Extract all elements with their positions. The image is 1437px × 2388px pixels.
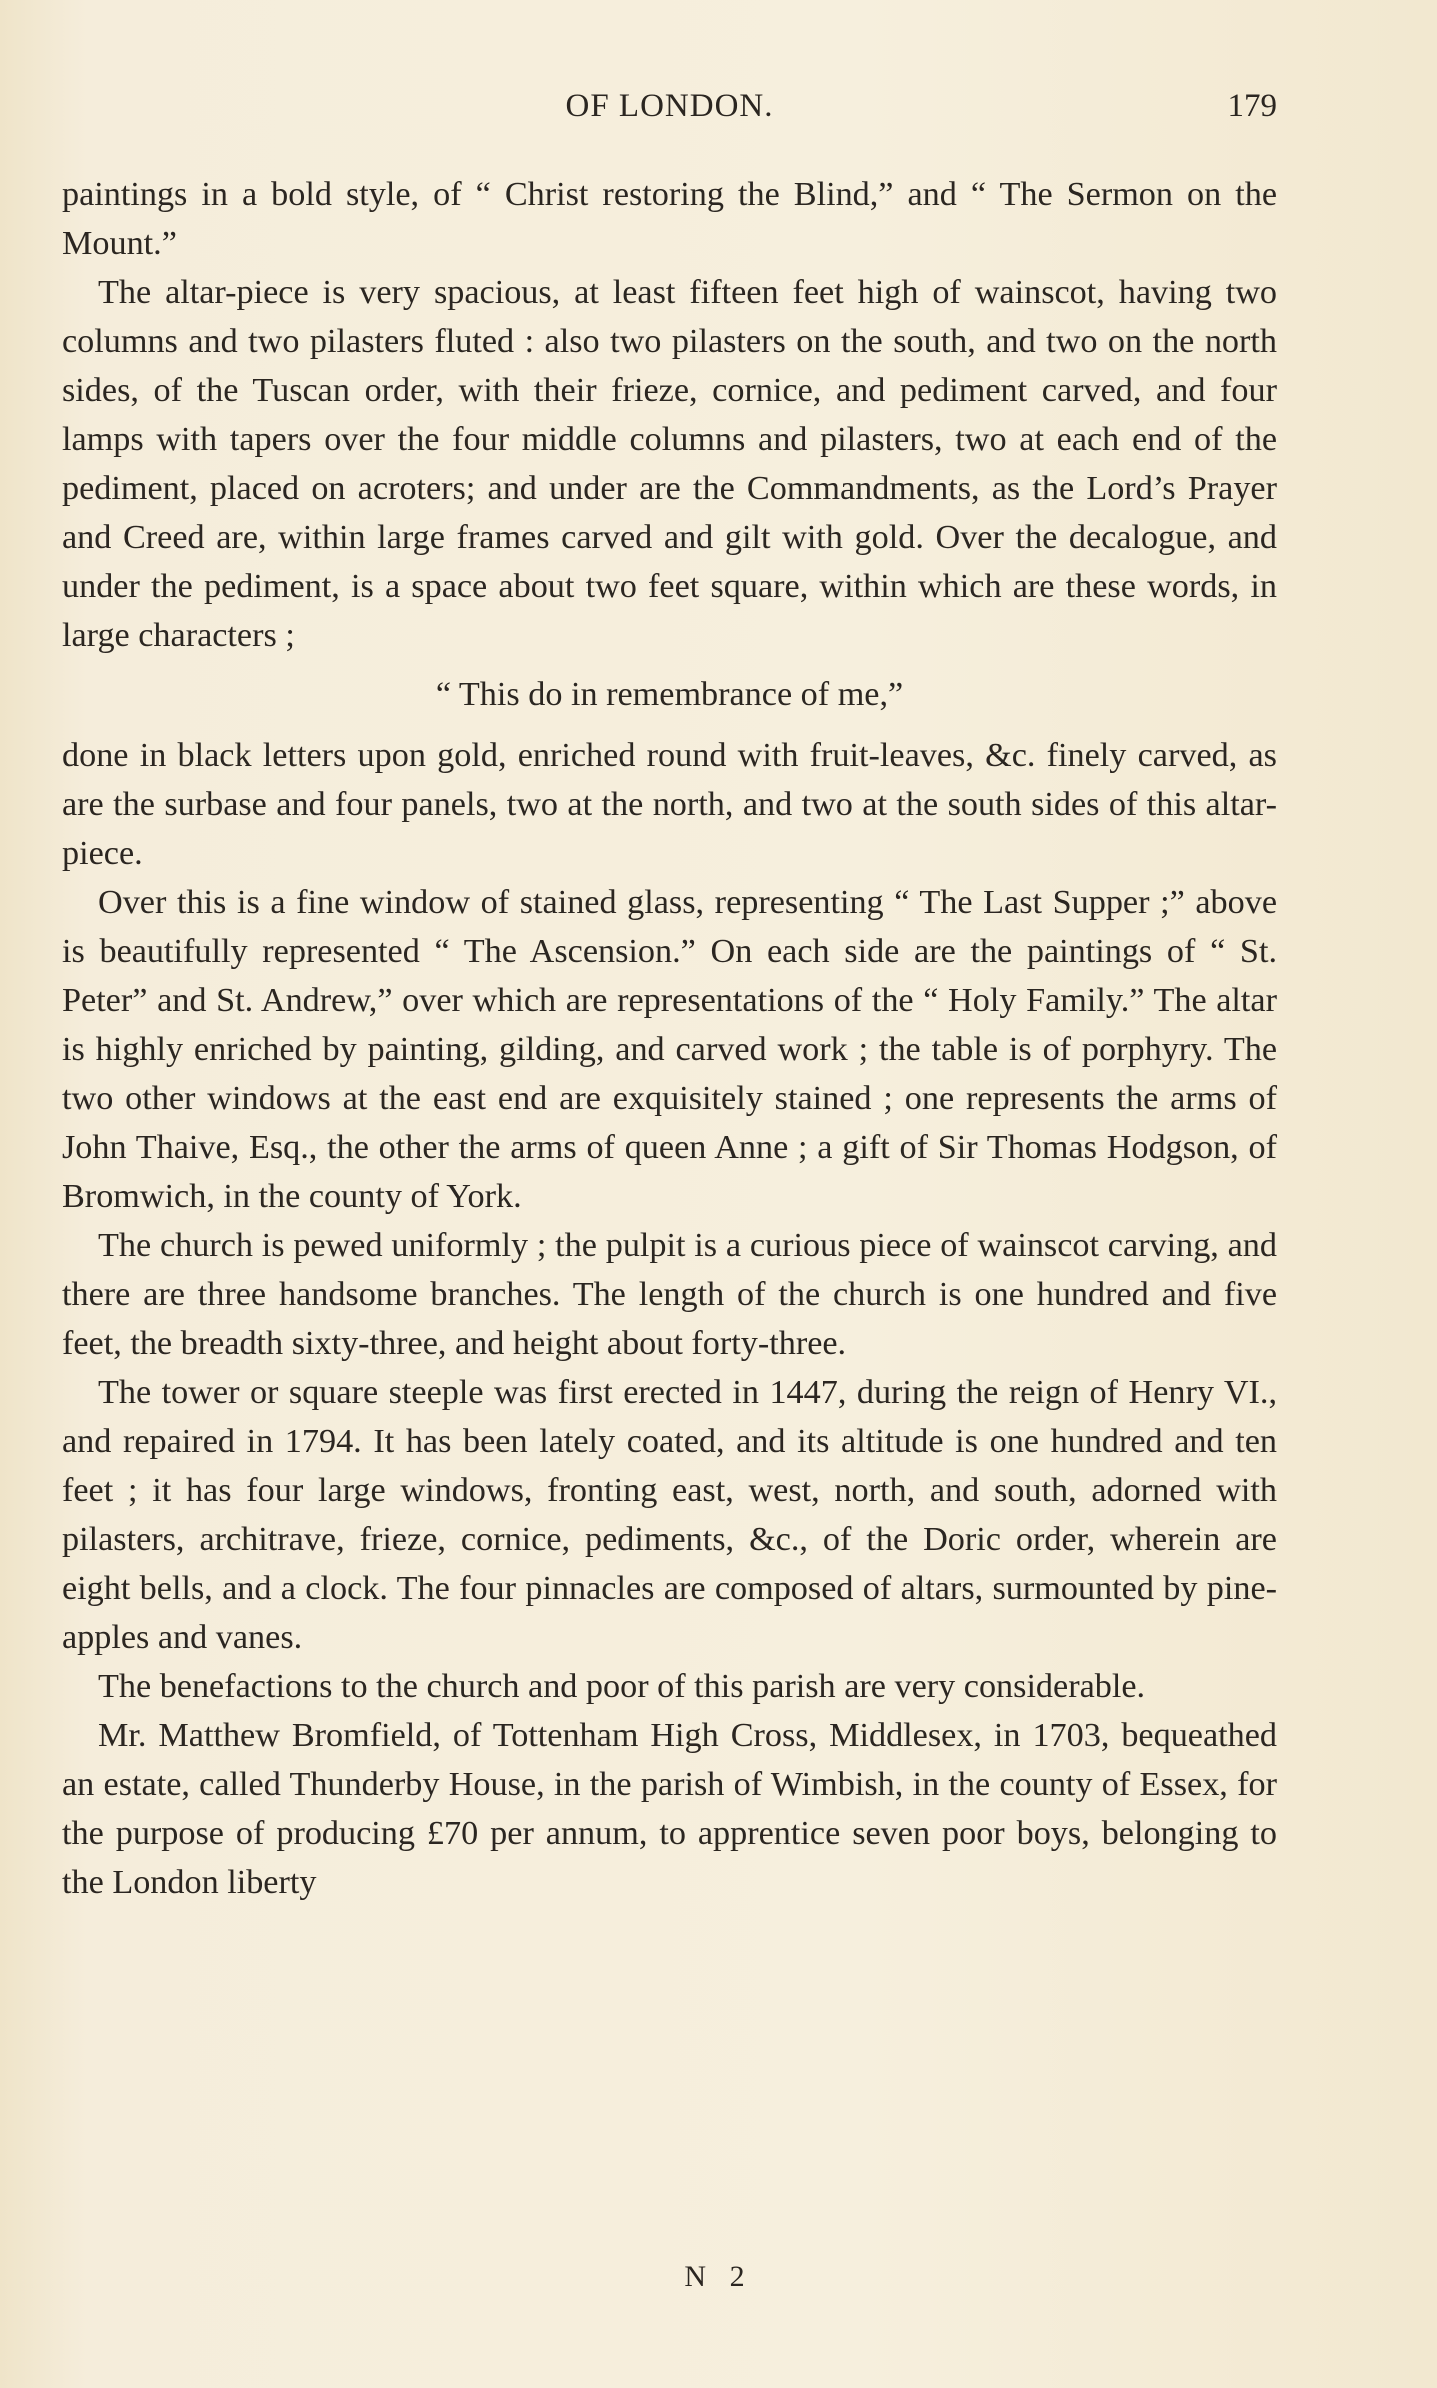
body-text bbox=[62, 170, 1277, 1907]
paragraph-altar-piece: The altar-piece is very spacious, at least fifteen feet high of wainscot, having two columns and two pilasters fluted : also two pilasters on the south, and two on the north sides, of the Tuscan order, with their frieze, cornice, and pediment carved, and four lamps with tapers over the four middle columns and pilasters, two at each end of the pediment, placed on acroters; and under are the Commandments, as the Lord’s Prayer and Creed are, within large frames carved and gilt with gold. Over the decalogue, and under the pediment, is a space about two feet square, within which are these words, in large characters ; bbox=[62, 274, 1277, 654]
paragraph-inscription-description: done in black letters upon gold, enriched round with fruit-leaves, &c. finely carved, as are the surbase and four panels, two at the north, and two at the south sides of this altar-piece. bbox=[62, 737, 1277, 872]
running-head: OF LONDON. bbox=[565, 88, 774, 124]
inscription-quote: “ This do in remembrance of me,” bbox=[435, 676, 904, 713]
paragraph-benefactions: The benefactions to the church and poor of this parish are very considerable. bbox=[98, 1668, 1146, 1705]
page-number: 179 bbox=[1227, 88, 1277, 124]
signature-mark: N 2 bbox=[684, 2260, 753, 2293]
paragraph-continuation: paintings in a bold style, of “ Christ restoring the Blind,” and “ The Sermon on the Mount.” bbox=[62, 176, 1277, 262]
page-header bbox=[62, 88, 1277, 138]
paragraph-pews: The church is pewed uniformly ; the pulpit is a curious piece of wainscot carving, and there are three handsome branches. The length of the church is one hundred and five feet, the breadth sixty-three, and height about forty-three. bbox=[62, 1227, 1277, 1362]
paragraph-bromfield: Mr. Matthew Bromfield, of Tottenham High Cross, Middlesex, in 1703, bequeathed an estate, called Thunderby House, in the parish of Wimbish, in the county of Essex, for the purpose of producing £70 per annum, to apprentice seven poor boys, belonging to the London liberty bbox=[62, 1717, 1277, 1901]
paragraph-window: Over this is a fine window of stained glass, representing “ The Last Supper ;” above is beautifully represented “ The Ascension.” On each side are the paintings of “ St. Peter” and St. Andrew,” over which are representations of the “ Holy Family.” The altar is highly enriched by painting, gilding, and carved work ; the table is of porphyry. The two other windows at the east end are exquisitely stained ; one represents the arms of John Thaive, Esq., the other the arms of queen Anne ; a gift of Sir Thomas Hodgson, of Bromwich, in the county of York. bbox=[62, 884, 1277, 1215]
paragraph-tower: The tower or square steeple was first erected in 1447, during the reign of Henry VI., and repaired in 1794. It has been lately coated, and its altitude is one hundred and ten feet ; it has four large windows, fronting east, west, north, and south, adorned with pilasters, architrave, frieze, cornice, pediments, &c., of the Doric order, wherein are eight bells, and a clock. The four pinnacles are composed of altars, surmounted by pine-apples and vanes. bbox=[62, 1374, 1277, 1656]
